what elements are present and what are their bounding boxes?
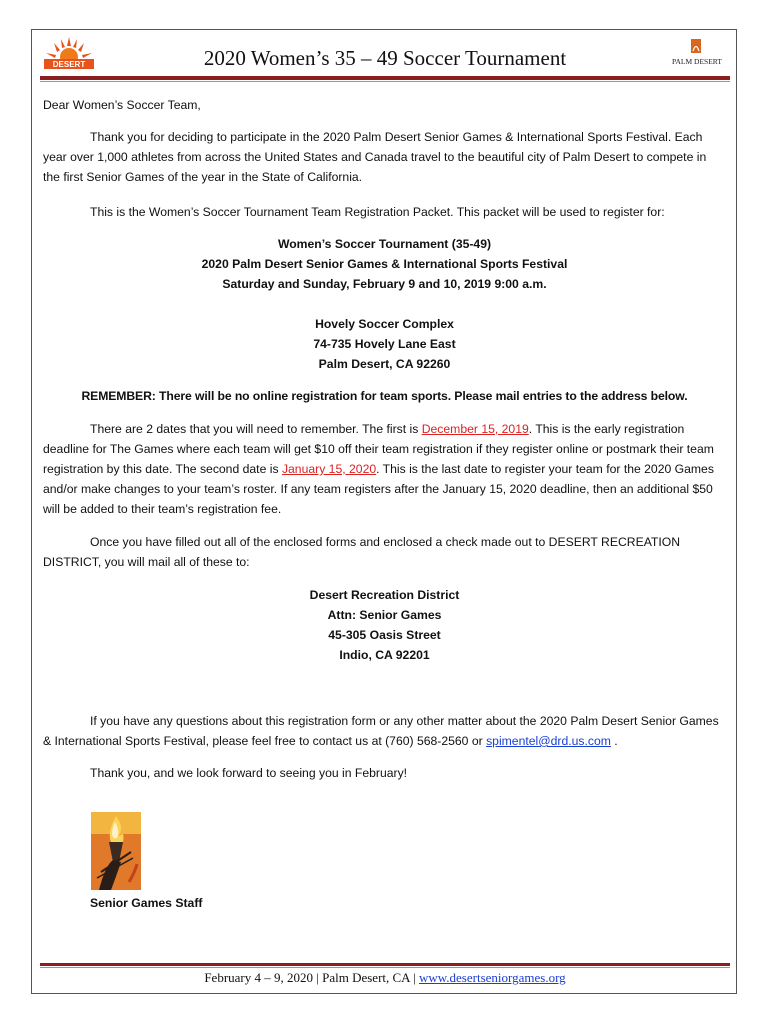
address-line: 45-305 Oasis Street xyxy=(328,628,441,642)
torch-image xyxy=(91,812,141,890)
dates-text: There are 2 dates that you will need to remember. The first is xyxy=(90,422,422,436)
svg-text:DESERT: DESERT xyxy=(52,60,86,69)
address-line: Indio, CA 92201 xyxy=(339,648,430,662)
website-link[interactable]: www.desertseniorgames.org xyxy=(418,970,566,985)
palm-desert-logo xyxy=(667,38,727,68)
venue-address xyxy=(43,314,726,374)
dates-text: . This is the last date to register your team for the 2020 Games and/or make changes to your team’s roster. If any team registers after the January 15, 2020 deadline, then an additional $50 will be added to their team’s registration fee. xyxy=(43,462,714,516)
signoff: Senior Games Staff xyxy=(90,896,203,910)
page-title: 2020 Women’s 35 – 49 Soccer Tournament xyxy=(203,46,567,70)
salutation: Dear Women’s Soccer Team, xyxy=(43,98,201,112)
event-details xyxy=(43,234,726,294)
questions-text: . xyxy=(610,734,618,748)
venue-line: Palm Desert, CA 92260 xyxy=(318,357,451,371)
contact-email-link[interactable]: spimentel@drd.us.com xyxy=(486,734,611,748)
address-line: Attn: Senior Games xyxy=(327,608,442,622)
intro-paragraph: Thank you for deciding to participate in the 2020 Palm Desert Senior Games & International Sports Festival. Each year over 1,000 athletes from across the United States and Canada travel to the beautiful city of Palm Desert to compete in the first Senior Games of the year in the State of California. xyxy=(43,130,707,184)
title-divider-thin xyxy=(40,81,730,82)
packet-paragraph: This is the Women’s Soccer Tournament Team Registration Packet. This packet will be used to register for: xyxy=(90,205,665,219)
final-deadline-date: January 15, 2020 xyxy=(281,462,377,476)
dates-text: . This is the early registration deadline for The Games where each team will get $10 off their team registration if they register online or postmark their team registration by this date. The second date is xyxy=(43,422,714,476)
svg-text:PALM DESERT: PALM DESERT xyxy=(672,57,722,66)
venue-line: 74-735 Hovely Lane East xyxy=(313,337,456,351)
title-divider xyxy=(40,76,730,80)
questions-paragraph xyxy=(43,711,726,751)
event-line: Saturday and Sunday, February 9 and 10, 2019 9:00 a.m. xyxy=(222,277,547,291)
address-line: Desert Recreation District xyxy=(309,588,460,602)
remember-notice: REMEMBER: There will be no online registration for team sports. Please mail entries to the address below. xyxy=(81,389,688,403)
questions-text: If you have any questions about this registration form or any other matter about the 2020 Palm Desert Senior Games & International Sports Festival, please feel free to contact us at (760) 568-2560 or xyxy=(43,714,719,748)
footer-text: February 4 – 9, 2020 | Palm Desert, CA | xyxy=(204,970,419,985)
footer xyxy=(40,970,730,986)
mail-paragraph: Once you have filled out all of the enclosed forms and enclosed a check made out to DESERT RECREATION DISTRICT, you will mail all of these to: xyxy=(43,535,681,569)
event-line: 2020 Palm Desert Senior Games & International Sports Festival xyxy=(201,257,568,271)
footer-divider xyxy=(40,963,730,966)
dates-paragraph xyxy=(43,419,726,519)
closing-line: Thank you, and we look forward to seeing you in February! xyxy=(90,766,408,780)
footer-divider-thin xyxy=(40,967,730,968)
venue-line: Hovely Soccer Complex xyxy=(315,317,454,331)
early-deadline-date: December 15, 2019 xyxy=(421,422,529,436)
desert-recreation-logo xyxy=(40,35,98,73)
mailing-address xyxy=(43,585,726,665)
event-line: Women’s Soccer Tournament (35-49) xyxy=(277,237,492,251)
